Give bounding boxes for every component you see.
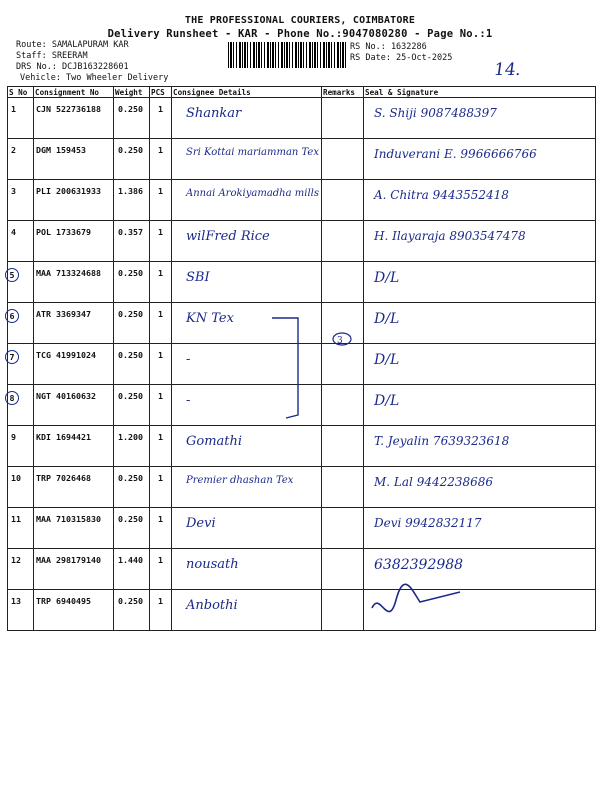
consignee-handwriting: - xyxy=(186,352,191,367)
consignee-handwriting: Anbothi xyxy=(186,598,238,613)
row-consignment-no: CJN 522736188 xyxy=(34,98,114,139)
row-weight: 0.250 xyxy=(114,344,150,385)
col-consignee: Consignee Details xyxy=(172,87,322,98)
bracket-mark xyxy=(272,318,298,418)
handwritten-count: 14. xyxy=(492,60,523,80)
consignee-handwriting: Gomathi xyxy=(186,434,243,449)
route-label: Route: SAMALAPURAM KAR xyxy=(16,40,129,50)
rs-number: RS No.: 1632286 xyxy=(350,42,427,52)
bracket-note: 3 xyxy=(337,336,343,346)
circled-sno: 7 xyxy=(5,350,19,364)
row-pcs: 1 xyxy=(150,303,172,344)
row-weight: 0.250 xyxy=(114,590,150,631)
consignee-handwriting: KN Tex xyxy=(186,311,234,326)
row-sno: 10 xyxy=(8,467,34,508)
row-pcs: 1 xyxy=(150,262,172,303)
circled-sno: 6 xyxy=(5,309,19,323)
col-pcs: PCS xyxy=(150,87,172,98)
row-pcs: 1 xyxy=(150,426,172,467)
row-pcs: 1 xyxy=(150,590,172,631)
row-consignment-no: TRP 7026468 xyxy=(34,467,114,508)
row-consignment-no: TCG 41991024 xyxy=(34,344,114,385)
col-signature: Seal & Signature xyxy=(364,87,596,98)
runsheet-subtitle: Delivery Runsheet - KAR - Phone No.:9047080280 - Page No.:1 xyxy=(107,28,493,40)
row-weight: 0.250 xyxy=(114,262,150,303)
consignee-handwriting: Devi xyxy=(186,516,216,531)
row-pcs: 1 xyxy=(150,180,172,221)
col-sno: S No xyxy=(8,87,34,98)
row-consignment-no: POL 1733679 xyxy=(34,221,114,262)
consignee-handwriting: Sri Kottai mariamman Tex xyxy=(186,147,319,158)
row-weight: 0.250 xyxy=(114,303,150,344)
row-sno: 2 xyxy=(8,139,34,180)
col-consignment: Consignment No xyxy=(34,87,114,98)
consignee-handwriting: wilFred Rice xyxy=(186,229,270,244)
row-pcs: 1 xyxy=(150,98,172,139)
row-pcs: 1 xyxy=(150,385,172,426)
signature-handwriting: T. Jeyalin 7639323618 xyxy=(374,434,510,448)
consignee-handwriting: Premier dhashan Tex xyxy=(186,475,294,486)
col-remarks: Remarks xyxy=(322,87,364,98)
signature-scribble xyxy=(372,584,460,611)
row-consignment-no: KDI 1694421 xyxy=(34,426,114,467)
row-consignment-no: MAA 710315830 xyxy=(34,508,114,549)
circled-sno: 8 xyxy=(5,391,19,405)
circled-sno: 5 xyxy=(5,268,19,282)
row-weight: 0.250 xyxy=(114,508,150,549)
signature-handwriting: M. Lal 9442238686 xyxy=(374,475,494,489)
row-pcs: 1 xyxy=(150,467,172,508)
row-weight: 1.386 xyxy=(114,180,150,221)
row-pcs: 1 xyxy=(150,508,172,549)
row-sno: 12 xyxy=(8,549,34,590)
signature-handwriting: D/L xyxy=(374,352,400,368)
row-weight: 0.357 xyxy=(114,221,150,262)
row-sno: 11 xyxy=(8,508,34,549)
vehicle-label: Vehicle: Two Wheeler Delivery xyxy=(20,73,169,83)
consignee-handwriting: nousath xyxy=(186,557,239,572)
row-weight: 1.440 xyxy=(114,549,150,590)
row-sno: 9 xyxy=(8,426,34,467)
row-weight: 0.250 xyxy=(114,139,150,180)
signature-handwriting: 6382392988 xyxy=(374,557,464,573)
row-pcs: 1 xyxy=(150,221,172,262)
row-consignment-no: DGM 159453 xyxy=(34,139,114,180)
signature-handwriting: D/L xyxy=(374,270,400,286)
col-weight: Weight xyxy=(114,87,150,98)
row-weight: 1.200 xyxy=(114,426,150,467)
consignee-handwriting: - xyxy=(186,393,191,408)
rs-date: RS Date: 25-Oct-2025 xyxy=(350,53,453,63)
row-sno: 4 xyxy=(8,221,34,262)
signature-handwriting: D/L xyxy=(374,311,400,327)
signature-handwriting: D/L xyxy=(374,393,400,409)
row-consignment-no: NGT 40160632 xyxy=(34,385,114,426)
signature-handwriting: A. Chitra 9443552418 xyxy=(374,188,509,202)
signature-handwriting: H. Ilayaraja 8903547478 xyxy=(374,229,526,243)
signature-handwriting: Devi 9942832117 xyxy=(374,516,482,530)
consignee-handwriting: Shankar xyxy=(186,106,242,121)
staff-label: Staff: SREERAM xyxy=(16,51,88,61)
row-consignment-no: PLI 200631933 xyxy=(34,180,114,221)
signature-handwriting: S. Shiji 9087488397 xyxy=(374,106,497,120)
row-weight: 0.250 xyxy=(114,467,150,508)
consignee-handwriting: SBI xyxy=(186,270,210,285)
signature-handwriting: Induverani E. 9966666766 xyxy=(374,147,537,161)
row-consignment-no: TRP 6940495 xyxy=(34,590,114,631)
drs-label: DRS No.: DCJB163228601 xyxy=(16,62,129,72)
row-weight: 0.250 xyxy=(114,98,150,139)
row-weight: 0.250 xyxy=(114,385,150,426)
row-consignment-no: MAA 298179140 xyxy=(34,549,114,590)
row-consignment-no: MAA 713324688 xyxy=(34,262,114,303)
consignee-handwriting: Annai Arokiyamadha mills xyxy=(186,188,319,199)
row-pcs: 1 xyxy=(150,549,172,590)
row-pcs: 1 xyxy=(150,139,172,180)
row-sno: 13 xyxy=(8,590,34,631)
row-sno: 3 xyxy=(8,180,34,221)
company-title: THE PROFESSIONAL COURIERS, COIMBATORE xyxy=(184,15,416,26)
row-consignment-no: ATR 3369347 xyxy=(34,303,114,344)
row-sno: 1 xyxy=(8,98,34,139)
row-pcs: 1 xyxy=(150,344,172,385)
